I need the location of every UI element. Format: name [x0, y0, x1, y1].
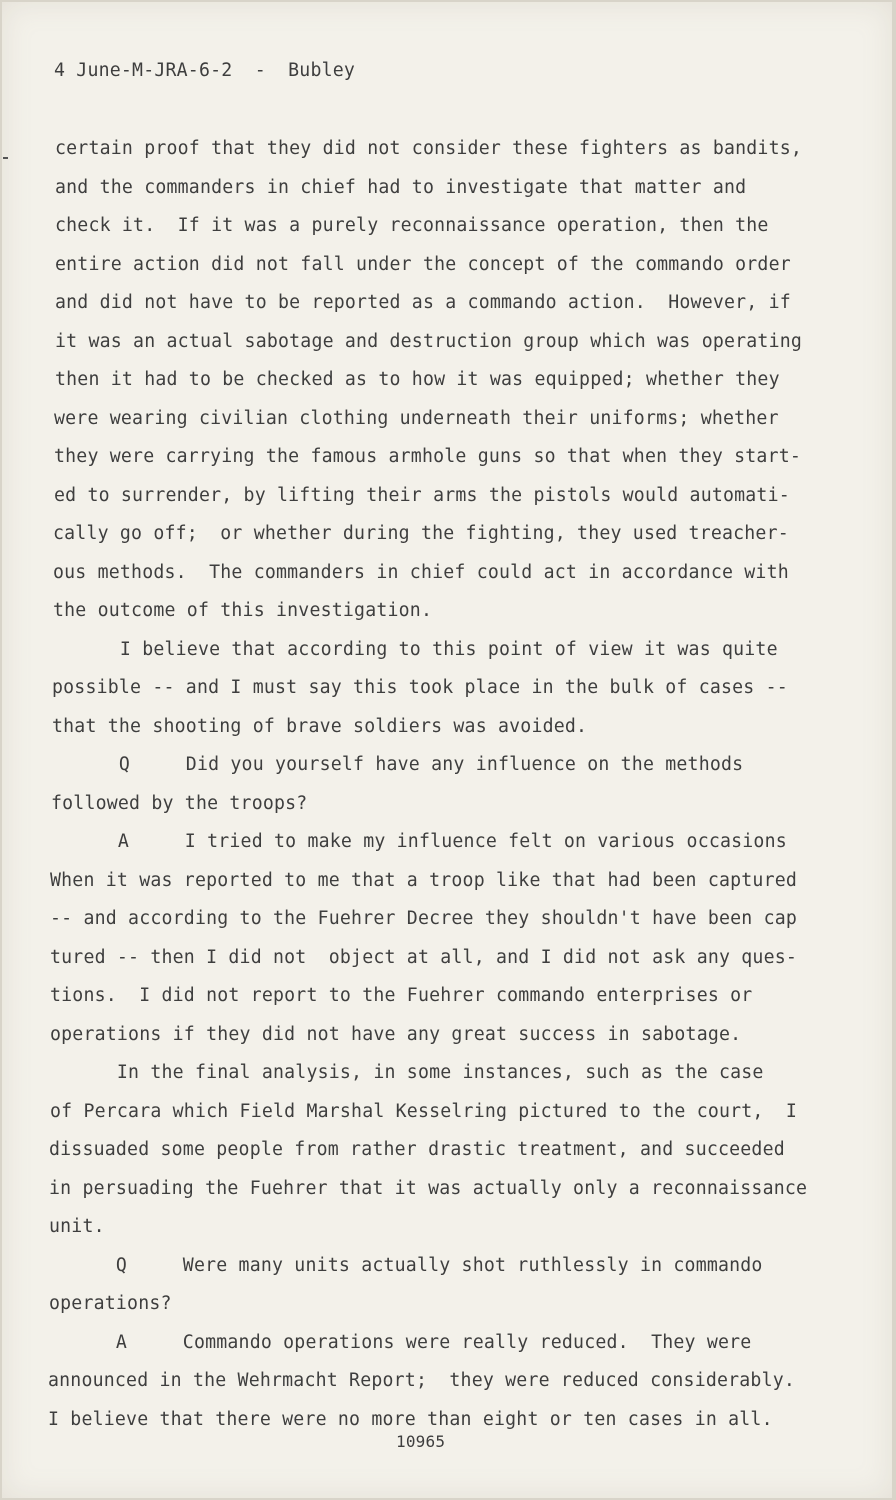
text-line: When it was reported to me that a troop like that had been captured: [50, 870, 798, 891]
text-line: possible -- and I must say this took place in the bulk of cases --: [52, 677, 788, 698]
text-line: I believe that there were no more than eight or ten cases in all.: [48, 1409, 773, 1430]
text-line: -- and according to the Fuehrer Decree they shouldn't have been cap: [50, 908, 798, 929]
text-line: Q Were many units actually shot ruthlessly in commando: [49, 1255, 763, 1276]
text-line: ed to surrender, by lifting their arms the pistols would automati-: [54, 485, 790, 506]
text-line: I believe that according to this point of view it was quite: [53, 639, 778, 660]
text-line: unit.: [49, 1216, 105, 1237]
text-line: dissuaded some people from rather drastic treatment, and succeeded: [49, 1139, 785, 1160]
text-line: operations if they did not have any great success in sabotage.: [50, 1024, 742, 1045]
text-line: in persuading the Fuehrer that it was actually only a reconnaissance: [49, 1178, 808, 1199]
text-line: announced in the Wehrmacht Report; they were reduced considerably.: [48, 1370, 796, 1391]
text-line: and did not have to be reported as a commando action. However, if: [55, 292, 791, 313]
text-line: and the commanders in chief had to investigate that matter and: [55, 177, 747, 198]
text-line: then it had to be checked as to how it was equipped; whether they: [55, 369, 780, 390]
document-page: [2, 2, 892, 1498]
text-line: A I tried to make my influence felt on various occasions: [51, 831, 787, 852]
text-line: A Commando operations were really reduced. They were: [49, 1332, 752, 1353]
page-number: 10965: [396, 1432, 446, 1451]
text-line: that the shooting of brave soldiers was avoided.: [52, 716, 588, 737]
text-line: entire action did not fall under the concept of the commando order: [55, 254, 791, 275]
text-line: they were carrying the famous armhole guns so that when they start-: [54, 446, 802, 467]
text-line: the outcome of this investigation.: [53, 600, 433, 621]
text-line: check it. If it was a purely reconnaissance operation, then the: [55, 215, 769, 236]
text-line: tions. I did not report to the Fuehrer commando enterprises or: [50, 985, 753, 1006]
text-line: In the final analysis, in some instances, such as the case: [50, 1062, 764, 1083]
text-line: tured -- then I did not object at all, and I did not ask any ques-: [50, 947, 798, 968]
text-line: cally go off; or whether during the fighting, they used treacher-: [53, 523, 789, 544]
text-line: certain proof that they did not consider these fighters as bandits,: [55, 138, 803, 159]
text-line: Q Did you yourself have any influence on the methods: [52, 754, 744, 775]
text-line: operations?: [49, 1293, 172, 1314]
text-line: followed by the troops?: [51, 793, 308, 814]
text-line: it was an actual sabotage and destruction group which was operating: [55, 331, 803, 352]
text-line: ous methods. The commanders in chief could act in accordance with: [53, 562, 789, 583]
page-header: 4 June-M-JRA-6-2 - Bubley: [54, 60, 356, 81]
text-line: of Percara which Field Marshal Kesselring pictured to the court, I: [50, 1101, 798, 1122]
margin-mark: [3, 157, 8, 159]
text-line: were wearing civilian clothing underneath their uniforms; whether: [54, 408, 779, 429]
